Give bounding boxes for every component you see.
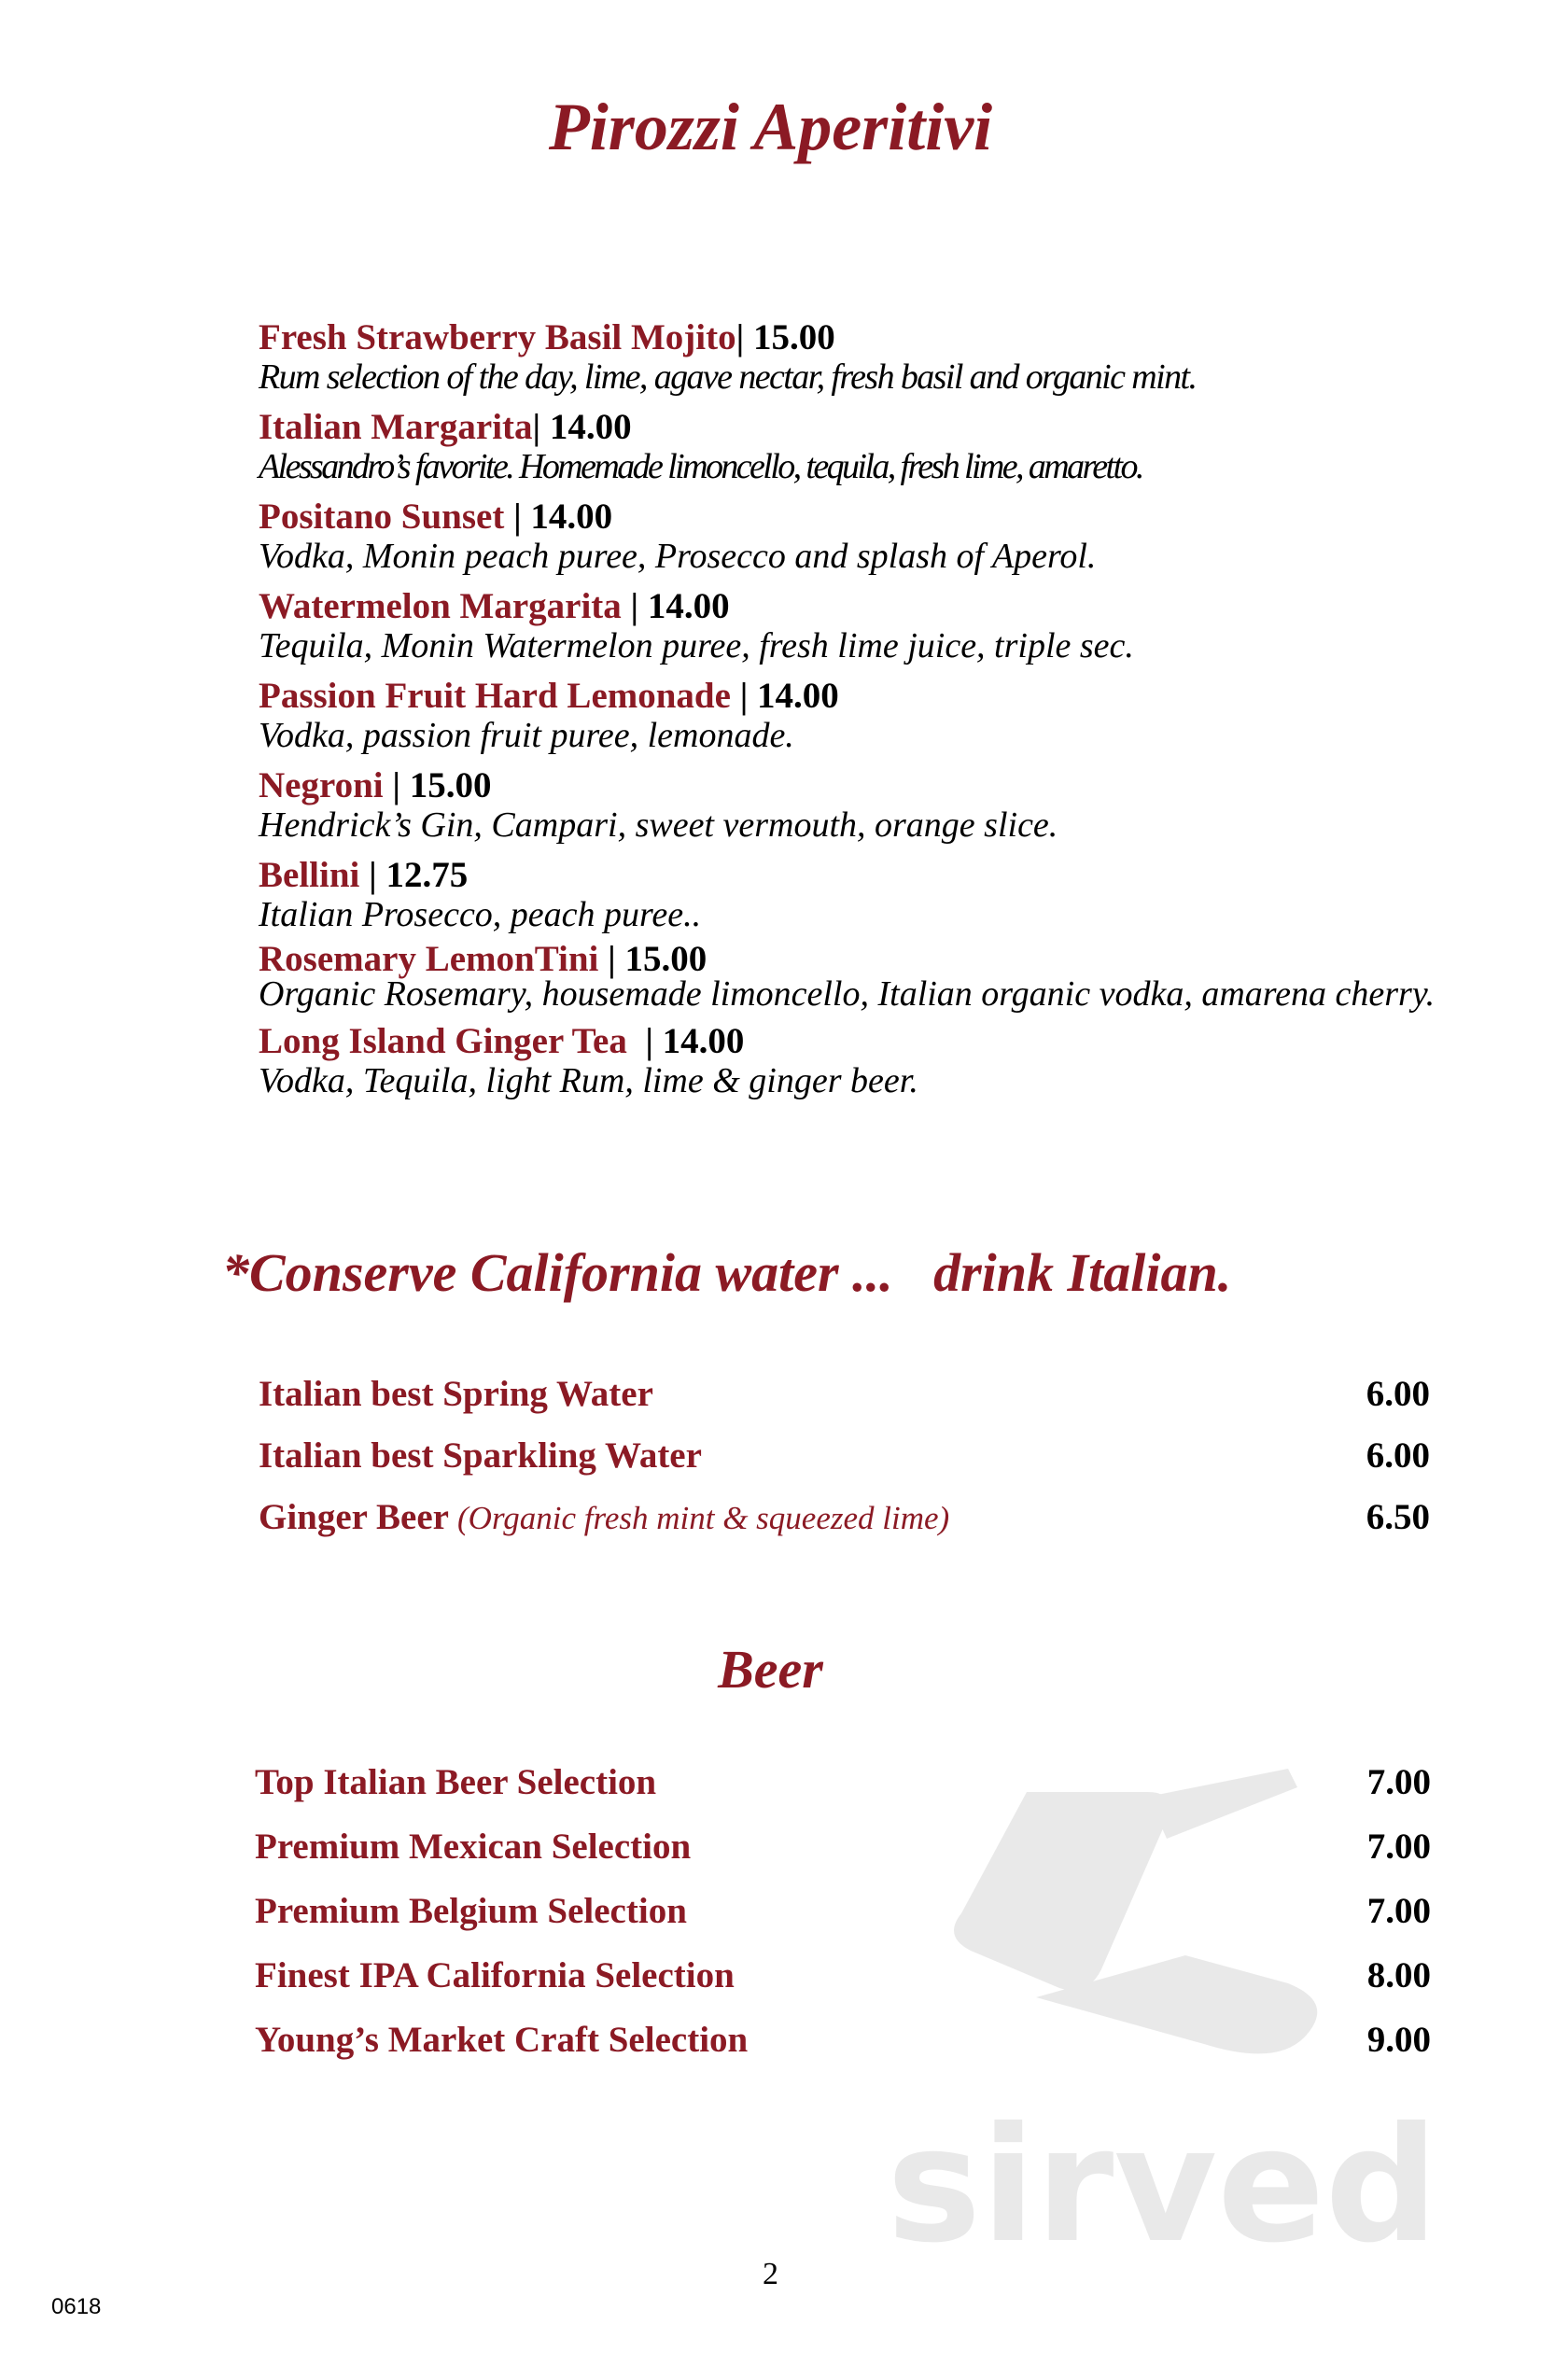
water-section-title: *Conserve California water ... drink Italian. [222,1242,1232,1303]
list-item [259,1374,1430,1435]
item-label: Top Italian Beer Selection [255,1762,657,1802]
item-price: 7.00 [1366,1827,1431,1867]
item-label: Italian best Spring Water [259,1374,653,1414]
drink-name: Fresh Strawberry Basil Mojito [259,317,736,357]
item-label: Young’s Market Craft Selection [255,2020,749,2060]
list-item [259,407,1463,485]
drink-description: Tequila, Monin Watermelon puree, fresh lime juice, triple sec. [259,626,1134,665]
item-price: 6.00 [1366,1435,1430,1476]
sirved-watermark [868,1755,1484,2277]
item-label: Ginger Beer [259,1497,449,1537]
item-label: Premium Mexican Selection [255,1827,692,1867]
list-item [259,676,1463,754]
drink-price: | 14.00 [532,407,632,447]
list-item [259,765,1463,844]
drink-description: Italian Prosecco, peach puree.. [259,895,702,934]
menu-code: 0618 [51,2294,102,2319]
fork-knife-icon [954,1769,1317,2053]
item-label: Italian best Sparkling Water [259,1435,702,1476]
list-item [259,586,1463,665]
list-item [259,1021,1463,1099]
drink-price: | 14.00 [504,497,613,537]
drink-price: | 14.00 [730,676,839,716]
drink-price: | 15.00 [735,317,835,357]
drink-description: Vodka, passion fruit puree, lemonade. [259,716,794,755]
list-item [259,317,1463,396]
drink-name: Positano Sunset [259,497,505,537]
drink-name: Bellini [259,855,360,895]
item-price: 8.00 [1366,1955,1431,1995]
drink-name: Watermelon Margarita [259,586,622,626]
item-price: 6.50 [1366,1497,1430,1537]
drink-description: Rum selection of the day, lime, agave nectar, fresh basil and organic mint. [259,357,1197,397]
item-note: (Organic fresh mint & squeezed lime) [457,1500,950,1536]
drink-name: Long Island Ginger Tea [259,1021,627,1061]
list-item [259,855,1463,933]
drink-description: Vodka, Monin peach puree, Prosecco and splash of Aperol. [259,537,1097,576]
drink-price: | 15.00 [383,765,492,805]
item-price: 6.00 [1366,1374,1430,1414]
drink-description: Vodka, Tequila, light Rum, lime & ginger beer. [259,1061,918,1100]
drink-price: | 15.00 [598,939,707,979]
drink-description: Alessandro’s favorite. Homemade limoncello, tequila, fresh lime, amaretto. [259,447,1142,486]
drink-name: Passion Fruit Hard Lemonade [259,676,731,716]
drink-description: Hendrick’s Gin, Campari, sweet vermouth, orange slice. [259,805,1058,845]
item-label: Premium Belgium Selection [255,1891,687,1931]
list-item [259,1435,1430,1497]
drink-price: | 14.00 [626,1021,745,1061]
cocktail-list [259,317,1463,1099]
item-label: Finest IPA California Selection [255,1955,735,1995]
drink-price: | 14.00 [621,586,730,626]
beer-section-title: Beer [718,1639,823,1700]
drink-price: | 12.75 [359,855,469,895]
list-item [259,497,1463,575]
page-title: Pirozzi Aperitivi [548,90,993,164]
drink-description: Organic Rosemary, housemade limoncello, Italian organic vodka, amarena cherry. [259,974,1436,1014]
page-number: 2 [763,2257,778,2291]
list-item [259,1497,1430,1559]
drink-name: Italian Margarita [259,407,533,447]
drink-name: Negroni [259,765,384,805]
item-price: 9.00 [1366,2020,1431,2060]
watermark-text: sirved [887,2093,1439,2277]
drink-name: Rosemary LemonTini [259,939,599,979]
water-list [259,1374,1430,1559]
list-item [259,939,1463,1014]
item-price: 7.00 [1366,1891,1431,1931]
item-price: 7.00 [1366,1762,1431,1802]
